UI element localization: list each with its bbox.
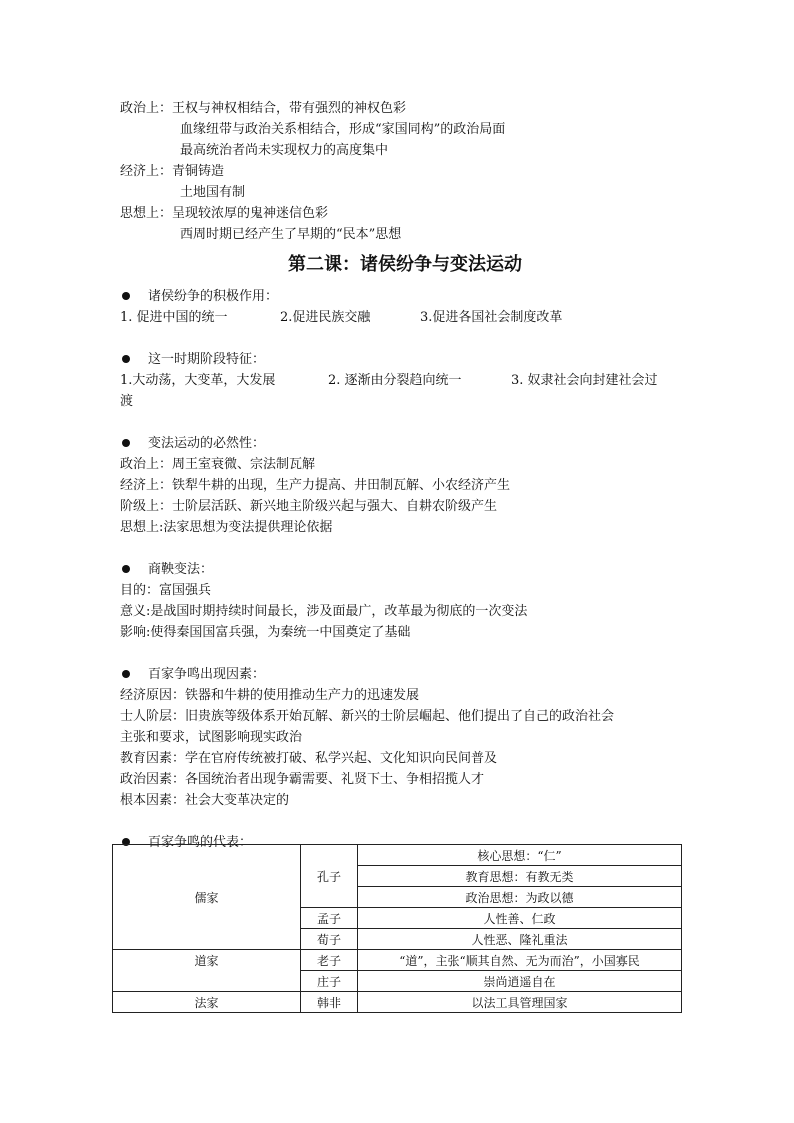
lesson-title: 第二课：诸侯纷争与变法运动 bbox=[288, 254, 522, 275]
causes-line-1: 经济原因：铁器和牛耕的使用推动生产力的迅速发展 bbox=[120, 688, 420, 703]
politics-line-2: 血缘纽带与政治关系相结合，形成“家国同构”的政治局面 bbox=[180, 122, 506, 137]
table-row bbox=[113, 845, 682, 866]
table-row bbox=[113, 950, 682, 971]
shang-yang-line-1: 目的：富国强兵 bbox=[120, 583, 212, 598]
thought-line-2: 西周时期已经产生了早期的“民本”思想 bbox=[180, 227, 402, 242]
causes-heading: 百家争鸣出现因素： bbox=[120, 664, 690, 685]
person-cell: 老子 bbox=[301, 950, 358, 971]
school-cell: 道家 bbox=[113, 950, 301, 992]
stage-features-heading: 这一时期阶段特征： bbox=[120, 349, 690, 370]
thought-line-1: 思想上：呈现较浓厚的鬼神迷信色彩 bbox=[120, 206, 329, 221]
idea-cell: 人性善、仁政 bbox=[358, 908, 682, 929]
school-cell: 儒家 bbox=[113, 845, 301, 950]
school-cell: 法家 bbox=[113, 992, 301, 1013]
causes-line-3: 主张和要求，试图影响现实政治 bbox=[120, 730, 303, 745]
economy-line-1: 经济上：青铜铸造 bbox=[120, 164, 225, 179]
idea-cell: 政治思想：为政以德 bbox=[358, 887, 682, 908]
bullet-icon bbox=[122, 670, 130, 678]
idea-cell: 核心思想：“仁” bbox=[358, 845, 682, 866]
stage-features-items: 1.大动荡，大变革，大发展 2. 逐渐由分裂趋向统一 3. 奴隶社会向封建社会过 bbox=[120, 373, 658, 388]
positive-role-heading: 诸侯纷争的积极作用： bbox=[120, 286, 690, 307]
politics-line-1: 政治上：王权与神权相结合，带有强烈的神权色彩 bbox=[120, 101, 407, 116]
reform-line-3: 阶级上：士阶层活跃、新兴地主阶级兴起与强大、自耕农阶级产生 bbox=[120, 499, 498, 514]
person-cell: 孔子 bbox=[301, 845, 358, 908]
shang-yang-heading: 商鞅变法： bbox=[120, 559, 690, 580]
bullet-icon bbox=[122, 565, 130, 573]
reform-line-4: 思想上:法家思想为变法提供理论依据 bbox=[120, 520, 333, 535]
bullet-icon bbox=[122, 355, 130, 363]
person-cell: 荀子 bbox=[301, 929, 358, 950]
positive-role-items: 1. 促进中国的统一 2.促进民族交融 3.促进各国社会制度改革 bbox=[120, 310, 563, 325]
causes-line-2: 士人阶层：旧贵族等级体系开始瓦解、新兴的士阶层崛起、他们提出了自己的政治社会 bbox=[120, 709, 615, 724]
stage-features-wrap: 渡 bbox=[120, 394, 134, 409]
shang-yang-line-3: 影响:使得秦国国富兵强，为秦统一中国奠定了基础 bbox=[120, 625, 411, 640]
idea-cell: 以法工具管理国家 bbox=[358, 992, 682, 1013]
idea-cell: 教育思想：有教无类 bbox=[358, 866, 682, 887]
table-row bbox=[113, 992, 682, 1013]
causes-line-6: 根本因素：社会大变革决定的 bbox=[120, 793, 290, 808]
idea-cell: “道”，主张“顺其自然、无为而治”，小国寡民 bbox=[358, 950, 682, 971]
idea-cell: 崇尚逍遥自在 bbox=[358, 971, 682, 992]
economy-line-2: 土地国有制 bbox=[180, 185, 246, 200]
reform-line-2: 经济上：铁犁牛耕的出现，生产力提高、井田制瓦解、小农经济产生 bbox=[120, 478, 511, 493]
representatives-table bbox=[112, 844, 682, 1013]
causes-line-5: 政治因素：各国统治者出现争霸需要、礼贤下士、争相招揽人才 bbox=[120, 772, 485, 787]
idea-cell: 人性恶、隆礼重法 bbox=[358, 929, 682, 950]
bullet-icon bbox=[122, 439, 130, 447]
politics-line-3: 最高统治者尚未实现权力的高度集中 bbox=[180, 143, 389, 158]
reform-necessity-heading: 变法运动的必然性： bbox=[120, 433, 690, 454]
document-page bbox=[120, 98, 690, 853]
person-cell: 韩非 bbox=[301, 992, 358, 1013]
reform-line-1: 政治上：周王室衰微、宗法制瓦解 bbox=[120, 457, 316, 472]
causes-line-4: 教育因素：学在官府传统被打破、私学兴起、文化知识向民间普及 bbox=[120, 751, 498, 766]
bullet-icon bbox=[122, 292, 130, 300]
person-cell: 庄子 bbox=[301, 971, 358, 992]
representatives-heading: 百家争鸣的代表： bbox=[120, 832, 690, 853]
shang-yang-line-2: 意义:是战国时期持续时间最长，涉及面最广，改革最为彻底的一次变法 bbox=[120, 604, 528, 619]
person-cell: 孟子 bbox=[301, 908, 358, 929]
